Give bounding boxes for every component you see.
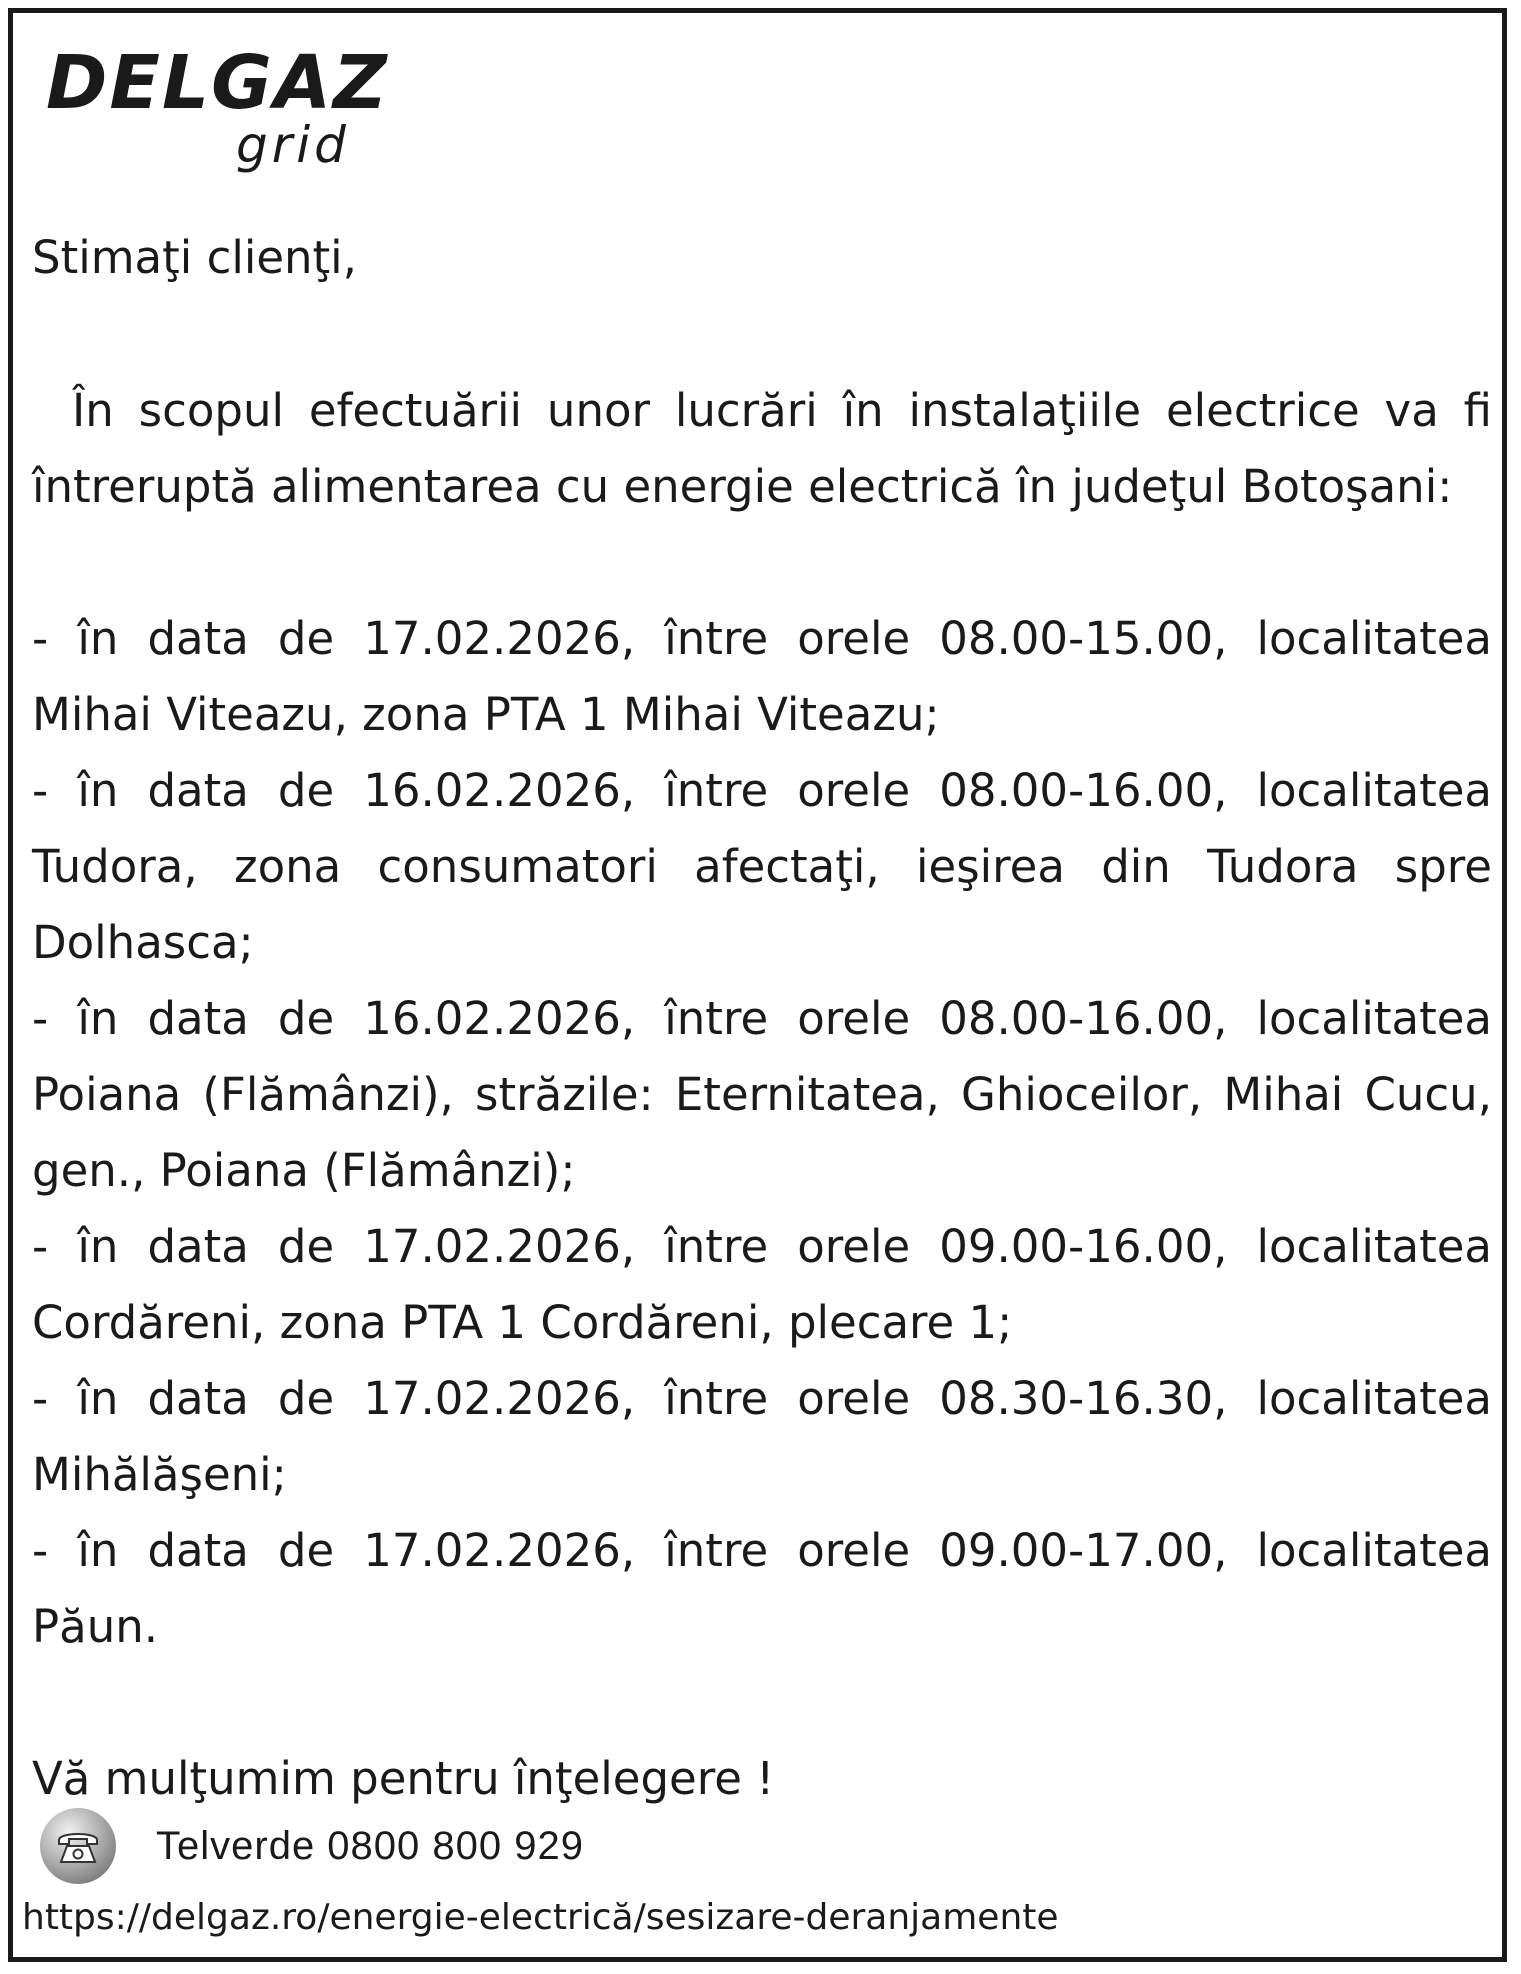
intro-paragraph: În scopul efectuării unor lucrări în instalaţiile electrice va fi întreruptă alimentarea cu energie electrică în judeţul Botoşani: [32, 384, 1492, 513]
outage-item: - în data de 17.02.2026, între orele 08.30-16.30, localitatea Mihălăşeni; [32, 1372, 1492, 1501]
phone-icon [40, 1808, 116, 1884]
outage-item: - în data de 16.02.2026, între orele 08.00-16.00, localitatea Tudora, zona consumatori afectaţi, ieşirea din Tudora spre Dolhasca; [32, 764, 1492, 969]
notice-body [32, 220, 1492, 1817]
logo-subtitle: grid [236, 116, 350, 174]
outage-item: - în data de 17.02.2026, între orele 09.00-17.00, localitatea Păun. [32, 1524, 1492, 1653]
outage-item: - în data de 17.02.2026, între orele 08.00-15.00, localitatea Mihai Viteazu, zona PTA 1 Mihai Viteazu; [32, 612, 1492, 741]
outage-item: - în data de 16.02.2026, între orele 08.00-16.00, localitatea Poiana (Flămânzi), străzile: Eternitatea, Ghioceilor, Mihai Cucu, gen., Poiana (Flămânzi); [32, 992, 1492, 1197]
phone-number: Telverde 0800 800 929 [156, 1823, 584, 1868]
outage-item: - în data de 17.02.2026, între orele 09.00-16.00, localitatea Cordăreni, zona PTA 1 Cordăreni, plecare 1; [32, 1220, 1492, 1349]
logo-brand: DELGAZ [46, 40, 389, 126]
report-url-link[interactable]: https://delgaz.ro/energie-electrică/sesizare-deranjamente [22, 1897, 1059, 1938]
delgaz-grid-logo [46, 40, 389, 176]
greeting: Stimaţi clienţi, [32, 231, 357, 284]
thanks-message: Vă mulţumim pentru înţelegere ! [32, 1752, 775, 1805]
phone-contact [40, 1806, 584, 1886]
outage-list [32, 601, 1492, 1665]
